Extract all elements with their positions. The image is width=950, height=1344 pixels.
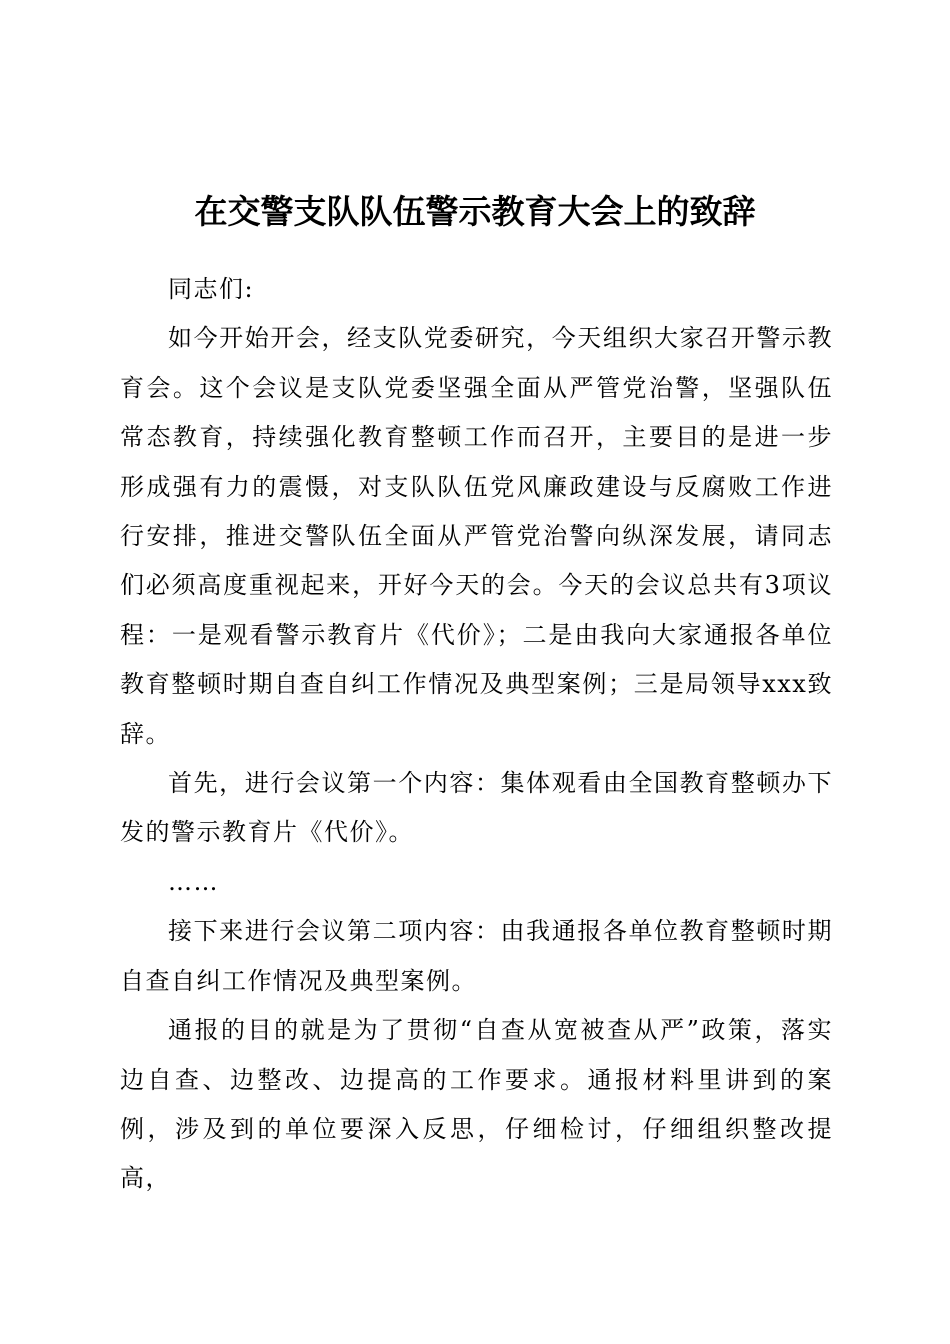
paragraph-purpose: 通报的目的就是为了贯彻“自查从宽被查从严”政策，落实边自查、边整改、边提高的工作要求。通报材料里讲到的案例，涉及到的单位要深入反思，仔细检讨，仔细组织整改提高， [120,1016,833,1193]
document-title: 在交警支队队伍警示教育大会上的致辞 [194,192,756,231]
salutation: 同志们: [168,275,255,303]
paragraph-opening: 如今开始开会，经支队党委研究，今天组织大家召开警示教育会。这个会议是支队党委坚强全面从严管党治警，坚强队伍常态教育，持续强化教育整顿工作而召开，主要目的是进一步形成强有力的震慑，对支队队伍党风廉政建设与反腐败工作进行安排，推进交警队伍全面从严管党治警向纵深发展，请同志们必须高度重视起来，开好今天的会。今天的会议总共有3项议程：一是观看警示教育片《代价》；二是由我向大家通报各单位教育整顿时期自查自纠工作情况及典型案例；三是局领导xxx致辞。 [120,324,833,748]
paragraph-first-item: 首先，进行会议第一个内容：集体观看由全国教育整顿办下发的警示教育片《代价》。 [120,769,833,847]
document-body [120,265,833,1204]
paragraph-ellipsis: …… [168,867,219,896]
paragraph-second-item: 接下来进行会议第二项内容：由我通报各单位教育整顿时期自查自纠工作情况及典型案例。 [120,917,833,995]
